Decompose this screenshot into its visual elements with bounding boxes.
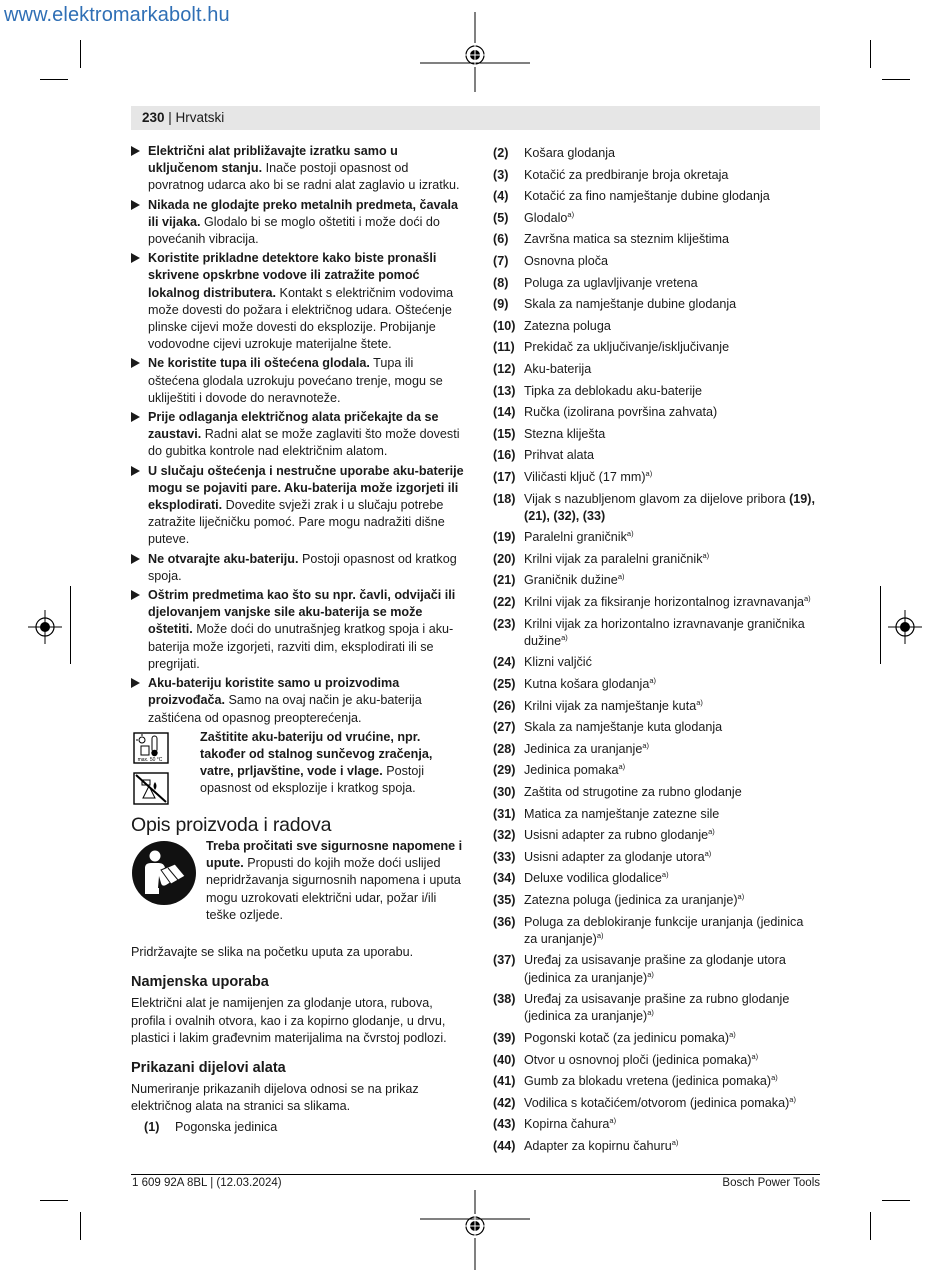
heat-warning-text: Zaštitite aku-bateriju od vrućine, npr. također od stalnog sunčevog zračenja, vatre, prljavštine, vode i vlage. Postoji opasnost od eksplozije i kratkog spoja.: [200, 729, 433, 796]
item-number: (25): [493, 677, 516, 692]
footnote-marker: a): [561, 632, 568, 642]
item-label: Jedinica za uranjanje: [524, 741, 643, 756]
item-label: Osnovna ploča: [524, 253, 609, 268]
list-item: [493, 952, 820, 986]
no-water-fire-icon: [133, 772, 169, 806]
footnote-marker: a): [729, 1029, 736, 1039]
item-number: (13): [493, 383, 516, 398]
item-number: (22): [493, 595, 516, 610]
safety-bullet: U slučaju oštećenja i nestručne uporabe aku-baterije mogu se pojaviti pare. Aku-baterija može izgorjeti ili eksplodirati. Dovedite svježi zrak i u slučaju potrebe zatražite liječničku pomoć. Pare mogu nadražiti dišne puteve.: [131, 463, 466, 549]
safety-bullet: Električni alat približavajte izratku samo u uključenom stanju. Inače postoji opasnost od povratnog udarca ako bi se radni alat zaglavio u izratku.: [131, 143, 466, 195]
list-item: [493, 296, 820, 313]
item-number: (2): [493, 146, 509, 160]
item-label: Poluga za deblokiranje funkcije uranjanja (jedinica za uranjanje): [524, 914, 804, 946]
footer-brand: Bosch Power Tools: [722, 1177, 820, 1189]
item-number: (11): [493, 340, 515, 355]
list-item: [493, 676, 820, 693]
list-item: [493, 870, 820, 887]
footnote-marker: a): [649, 675, 657, 685]
item-number: (14): [493, 405, 516, 420]
item-label: Krilni vijak za namještanje kuta: [524, 698, 697, 713]
list-item: [493, 827, 820, 844]
item-number: (28): [493, 741, 516, 756]
registration-mark-right: [888, 610, 922, 644]
read-instructions-notice: [131, 838, 466, 944]
item-label: Uređaj za usisavanje prašine za rubno glodanje (jedinica za uranjanje): [524, 992, 790, 1024]
item-number: (30): [493, 785, 516, 800]
footnote-marker: a): [618, 762, 626, 772]
list-item: (1) Pogonska jedinica: [144, 1119, 278, 1134]
item-label: Klizni valjčić: [524, 655, 592, 670]
components-heading: Prikazani dijelovi alata: [131, 1059, 286, 1076]
page-header: [142, 110, 224, 125]
item-label: Skala za namještanje kuta glodanja: [524, 720, 723, 735]
item-label: Zaštita od strugotine za rubno glodanje: [524, 785, 742, 800]
list-item: [493, 572, 820, 589]
item-number: (37): [493, 953, 516, 968]
warning-icons: [133, 732, 169, 811]
list-item: [493, 145, 820, 162]
header-separator: |: [164, 110, 176, 125]
item-number: (3): [493, 167, 509, 182]
item-number: (41): [493, 1074, 516, 1089]
footnote-marker: a): [647, 1008, 654, 1018]
list-item: [493, 275, 820, 292]
list-item: [493, 469, 820, 486]
section-title: Opis proizvoda i radova: [131, 813, 332, 836]
footnote-marker: a): [609, 1116, 617, 1126]
list-item: [493, 1073, 820, 1090]
footnote-marker: a): [647, 969, 654, 979]
footnote-marker: a): [789, 1094, 796, 1104]
item-label: Vijak s nazubljenom glavom za dijelove pribora: [524, 491, 790, 506]
list-item: [493, 167, 820, 184]
item-label: Viličasti ključ (17 mm): [524, 469, 646, 484]
item-number: (19): [493, 530, 516, 545]
item-label: Zatezna poluga: [524, 318, 611, 333]
item-label: Prihvat alata: [524, 448, 595, 463]
safety-bullet: Aku-bateriju koristite samo u proizvodima proizvođača. Samo na ovaj način je aku-baterija zaštićena od opasnog preopterećenja.: [131, 675, 466, 727]
safety-bullet: Koristite prikladne detektore kako biste pronašli skrivene opskrbne vodove ili zatražite pomoć lokalnog distributera. Kontakt s električnim vodovima može dovesti do požara i električnog udara. Oštećenje plinske cijevi može dovesti do eksplozije. Probijanje vodovodne cijevi uzrokuje materijalne štete.: [131, 250, 466, 353]
item-number: (33): [493, 849, 516, 864]
footnote-marker: a): [708, 827, 715, 837]
list-item: [493, 253, 820, 270]
item-number: (29): [493, 763, 516, 778]
item-number: (36): [493, 914, 516, 929]
list-item: [493, 426, 820, 443]
figures-note: Pridržavajte se slika na početku uputa za uporabu.: [131, 944, 414, 959]
site-watermark: www.elektromarkabolt.hu: [4, 4, 230, 26]
list-item: [493, 188, 820, 205]
list-item: [493, 1116, 820, 1133]
list-item: [493, 1095, 820, 1112]
list-item: [493, 914, 820, 948]
heat-warning: [131, 729, 466, 799]
list-item: [493, 361, 820, 378]
svg-text:max. 50 °C: max. 50 °C: [137, 756, 163, 763]
footnote-marker: a): [596, 930, 604, 940]
item-number: (9): [493, 297, 509, 312]
item-number: (39): [493, 1030, 516, 1045]
item-label: Krilni vijak za horizontalno izravnavanje graničnika dužine: [524, 616, 805, 648]
safety-bullet-list: [131, 143, 466, 727]
list-item: [493, 719, 820, 736]
item-label: Deluxe vodilica glodalice: [524, 871, 662, 886]
footnote-marker: a): [771, 1072, 778, 1082]
left-column: [131, 143, 466, 1140]
item-number: (27): [493, 720, 516, 735]
page-header-band: [131, 106, 820, 130]
list-item: [493, 991, 820, 1025]
item-label: Usisni adapter za glodanje utora: [524, 849, 705, 864]
item-label: Krilni vijak za paralelni graničnik: [524, 551, 703, 566]
intended-use-heading: Namjenska uporaba: [131, 974, 269, 991]
item-label: Skala za namještanje dubine glodanja: [524, 297, 737, 312]
footnote-marker: a): [696, 697, 703, 707]
list-item: [493, 551, 820, 568]
footnote-marker: a): [567, 209, 575, 219]
registration-mark-top: [420, 12, 530, 92]
item-label: Košara glodanja: [524, 146, 616, 160]
item-label: Završna matica sa steznim kliještima: [524, 232, 730, 247]
item-label: Ručka (izolirana površina zahvata): [524, 405, 718, 420]
item-label: Jedinica pomaka: [524, 763, 619, 778]
list-item: [493, 784, 820, 801]
item-number: (31): [493, 806, 516, 821]
list-item: [493, 741, 820, 758]
footnote-marker: a): [661, 870, 669, 880]
item-label: Kotačić za predbiranje broja okretaja: [524, 167, 729, 182]
item-label: Kutna košara glodanja: [524, 677, 650, 692]
list-item: [493, 762, 820, 779]
item-number: (10): [493, 318, 516, 333]
item-number: (23): [493, 616, 516, 631]
page-number: 230: [142, 110, 165, 125]
heat-limit-icon: [133, 732, 169, 764]
item-label: Vodilica s kotačićem/otvorom (jedinica pomaka): [524, 1095, 790, 1110]
item-label: Paralelni graničnik: [524, 530, 627, 545]
list-item: [493, 447, 820, 464]
list-item: [493, 1052, 820, 1069]
item-label: Glodalo: [524, 210, 568, 225]
components-intro: Numeriranje prikazanih dijelova odnosi se na prikaz električnog alata na stranici sa slikama.: [131, 1082, 419, 1114]
item-number: (12): [493, 361, 516, 376]
list-item: [493, 616, 820, 650]
header-language: Hrvatski: [175, 110, 225, 125]
safety-bullet: Ne otvarajte aku-bateriju. Postoji opasnost od kratkog spoja.: [131, 551, 466, 585]
list-item: [493, 491, 820, 525]
safety-bullet: Ne koristite tupa ili oštećena glodala. Tupa ili oštećena glodala uzrokuju povećano trenje, mogu se ukliještiti i dovode do neravnoteže.: [131, 355, 466, 407]
item-number: (24): [493, 655, 516, 670]
item-label: Stezna kliješta: [524, 426, 606, 441]
footnote-marker: a): [804, 593, 811, 603]
item-label: Kotačić za fino namještanje dubine glodanja: [524, 189, 770, 204]
list-item: [493, 698, 820, 715]
list-item: [493, 594, 820, 611]
item-number: (35): [493, 893, 516, 907]
footnote-marker: a): [642, 740, 649, 750]
footnote-marker: a): [645, 468, 653, 478]
read-notice-text: Treba pročitati sve sigurnosne napomene i upute. Propusti do kojih može doći uslijed nepridržavanja sigurnosnih napomena i uputa mogu uzrokovati električni udar, požar i/ili teške ozljede.: [206, 838, 463, 922]
item-label: Adapter za kopirnu čahuru: [524, 1138, 672, 1153]
item-number: (16): [493, 448, 516, 463]
footer-doc-id: 1 609 92A 8BL | (12.03.2024): [132, 1177, 282, 1189]
registration-mark-left: [28, 610, 62, 644]
list-item: [493, 529, 820, 546]
footer-rule: [131, 1174, 820, 1175]
item-number: (18): [493, 491, 516, 506]
list-item: [493, 383, 820, 400]
list-item: [493, 231, 820, 248]
safety-bullet: Nikada ne glodajte preko metalnih predmeta, čavala ili vijaka. Glodalo bi se moglo oštetiti i može doći do povećanih vibracija.: [131, 197, 466, 249]
list-item: [493, 210, 820, 227]
item-number: (20): [493, 551, 516, 566]
item-label: Uređaj za usisavanje prašine za glodanje utora (jedinica za uranjanje): [524, 953, 786, 985]
components-list-right: [493, 145, 820, 1160]
item-number: (42): [493, 1095, 516, 1110]
intended-use-text: Električni alat je namijenjen za glodanje utora, rubova, profila i ovalnih otvora, kao i za kopirno glodanje, u drvu, plastici i lakim građevnim materijalima na čvrstoj podlozi.: [131, 996, 447, 1045]
list-item: [493, 1138, 820, 1155]
item-number: (17): [493, 469, 516, 484]
item-label: Gumb za blokadu vretena (jedinica pomaka): [524, 1074, 772, 1089]
footnote-marker: a): [751, 1051, 759, 1061]
item-number: (32): [493, 828, 516, 843]
item-label: Usisni adapter za rubno glodanje: [524, 828, 709, 843]
list-item: [493, 849, 820, 866]
list-item: [493, 339, 820, 356]
footnote-marker: a): [737, 891, 745, 901]
footnote-marker: a): [626, 529, 634, 539]
item-label: Aku-baterija: [524, 361, 592, 376]
footnote-marker: a): [671, 1137, 679, 1147]
safety-bullet: Oštrim predmetima kao što su npr. čavli, odvijači ili djelovanjem vanjske sile aku-baterija se može oštetiti. Može doći do unutrašnjeg kratkog spoja i aku-baterija može izgorjeti, razviti dim, eksplodirati ili se pregrijati.: [131, 587, 466, 673]
item-number: (6): [493, 232, 509, 247]
item-label: Zatezna poluga (jedinica za uranjanje): [524, 893, 738, 907]
item-label: Poluga za uglavljivanje vretena: [524, 275, 698, 290]
item-number: (34): [493, 871, 516, 886]
item-label: Krilni vijak za fiksiranje horizontalnog izravnavanja: [524, 595, 804, 610]
read-manual-icon: [131, 840, 197, 906]
item-label: Prekidač za uključivanje/isključivanje: [524, 340, 730, 355]
list-item: [493, 404, 820, 421]
item-label: Matica za namještanje zatezne sile: [524, 806, 720, 821]
list-item: [493, 1030, 820, 1047]
item-reference: (19), (21), (32), (33): [524, 491, 815, 523]
footnote-marker: a): [704, 848, 712, 858]
item-number: (38): [493, 992, 516, 1007]
item-label: Pogonski kotač (za jedinicu pomaka): [524, 1030, 730, 1045]
list-item: [493, 318, 820, 335]
item-number: (43): [493, 1117, 516, 1132]
registration-mark-bottom: [420, 1190, 530, 1270]
item-label: Otvor u osnovnoj ploči (jedinica pomaka): [524, 1052, 752, 1067]
safety-bullet: Prije odlaganja električnog alata pričekajte da se zaustavi. Radni alat se može zaglaviti što može dovesti do gubitka kontrole nad električnim alatom.: [131, 409, 466, 461]
item-number: (5): [493, 210, 509, 225]
item-number: (15): [493, 426, 516, 441]
footnote-marker: a): [702, 550, 710, 560]
list-item: [493, 806, 820, 823]
item-number: (21): [493, 573, 516, 588]
item-number: (44): [493, 1138, 516, 1153]
item-label: Tipka za deblokadu aku-baterije: [524, 383, 703, 398]
item-number: (4): [493, 189, 509, 204]
item-label: Kopirna čahura: [524, 1117, 610, 1132]
list-item: [493, 654, 820, 671]
item-number: (26): [493, 698, 516, 713]
item-number: (8): [493, 275, 509, 290]
item-label: Graničnik dužine: [524, 573, 618, 588]
item-number: (7): [493, 253, 509, 268]
components-list-left: [144, 1119, 466, 1136]
item-number: (40): [493, 1052, 516, 1067]
list-item: [493, 892, 820, 909]
footnote-marker: a): [617, 572, 625, 582]
